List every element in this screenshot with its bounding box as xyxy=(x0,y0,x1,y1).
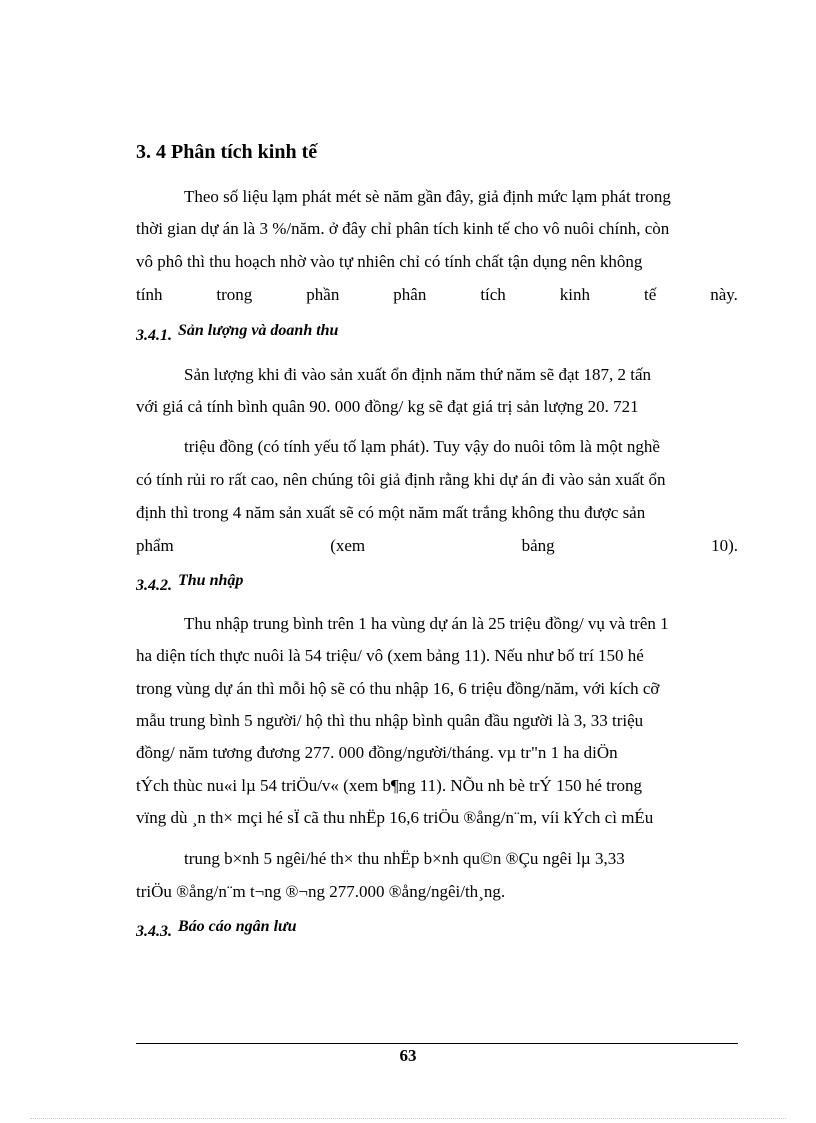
intro-word: kinh xyxy=(559,285,591,304)
intro-word: tế xyxy=(643,285,657,304)
subsection-title: Sản lượng và doanh thu xyxy=(178,322,339,339)
s342-line-5: đồng/ năm tương đương 277. 000 đồng/người/tháng. vµ tr"n 1 ha diÖn xyxy=(136,743,618,762)
page-number: 63 xyxy=(399,1046,417,1065)
s341-line-1: Sản lượng khi đi vào sản xuất ổn định năm thứ năm sẽ đạt 187, 2 tấn xyxy=(184,365,651,384)
subsection-number: 3.4.1. xyxy=(136,327,172,344)
intro-word: phân xyxy=(393,285,427,304)
s341-line-3: triệu đồng (có tính yếu tố lạm phát). Tuy vậy do nuôi tôm là một nghề xyxy=(184,437,660,456)
intro-word: trong xyxy=(216,285,253,304)
intro-line-1: Theo số liệu lạm phát mét sè năm gần đây, giả định mức lạm phát trong xyxy=(184,187,671,206)
s341-word: bảng xyxy=(521,536,555,555)
s341-word: 10). xyxy=(711,536,738,555)
intro-word: phần xyxy=(306,285,340,304)
intro-word: tích xyxy=(480,285,506,304)
subsection-343-heading xyxy=(136,918,297,940)
s342-line-4: mẫu trung bình 5 người/ hộ thì thu nhập bình quân đầu người là 3, 33 triệu xyxy=(136,711,644,730)
subsection-number: 3.4.3. xyxy=(136,923,172,940)
s342-line-9: triÖu ®ång/n¨m t¬ng ®¬ng 277.000 ®ång/ngêi/th¸ng. xyxy=(136,882,506,901)
s341-line-5: định thì trong 4 năm sản xuất sẽ có một năm mất trắng không thu được sản xyxy=(136,503,646,522)
subsection-title: Báo cáo ngân lưu xyxy=(178,918,297,935)
s341-line-2: với giá cả tính bình quân 90. 000 đồng/ kg sẽ đạt giá trị sản lượng 20. 721 xyxy=(136,397,639,416)
s342-line-8: trung b×nh 5 ngêi/hé th× thu nhËp b×nh qu©n ®Çu ngêi lµ 3,33 xyxy=(184,849,625,868)
s342-line-3: trong vùng dự án thì mỗi hộ sẽ có thu nhập 16, 6 triệu đồng/năm, với kích cỡ xyxy=(136,679,660,698)
intro-line-4 xyxy=(136,284,738,306)
s342-line-1: Thu nhập trung bình trên 1 ha vùng dự án là 25 triệu đồng/ vụ và trên 1 xyxy=(184,614,669,633)
s341-word: (xem xyxy=(330,536,366,555)
s341-word: phẩm xyxy=(136,536,174,555)
intro-word: này. xyxy=(710,285,738,304)
section-heading: 3. 4 Phân tích kinh tế xyxy=(136,141,318,163)
intro-line-3: vô phô thì thu hoạch nhờ vào tự nhiên chỉ có tính chất tận dụng nên không xyxy=(136,252,643,271)
subsection-342-heading xyxy=(136,572,244,594)
page-bottom-dotted-border xyxy=(30,1118,786,1119)
s341-line-4: có tính rủi ro rất cao, nên chúng tôi giả định rằng khi dự án đi vào sản xuất ổn xyxy=(136,470,666,489)
intro-word: tính xyxy=(136,285,163,304)
s342-line-2: ha diện tích thực nuôi là 54 triệu/ vô (xem bảng 11). Nếu như bố trí 150 hé xyxy=(136,646,644,665)
footer-rule xyxy=(136,1043,738,1044)
subsection-number: 3.4.2. xyxy=(136,577,172,594)
s342-line-7: vïng dù ¸n th× mçi hé sÏ cã thu nhËp 16,6 triÖu ®ång/n¨m, víi kÝch cì mÉu xyxy=(136,808,654,827)
s341-line-6 xyxy=(136,535,738,557)
intro-line-2: thời gian dự án là 3 %/năm. ở đây chỉ phân tích kinh tế cho vô nuôi chính, còn xyxy=(136,219,670,238)
subsection-title: Thu nhập xyxy=(178,572,244,589)
s342-line-6: tÝch thùc nu«i lµ 54 triÖu/v« (xem b¶ng 11). NÕu nh bè trÝ 150 hé trong xyxy=(136,776,643,795)
subsection-341-heading xyxy=(136,322,339,344)
